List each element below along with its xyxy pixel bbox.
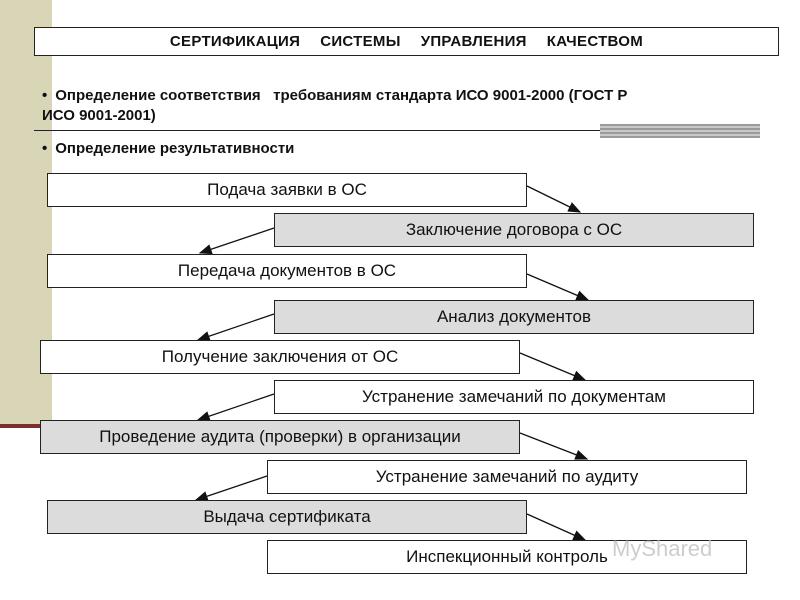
step-contract [274, 213, 754, 247]
arrow-7-8 [520, 433, 587, 459]
arrow-8-9 [196, 476, 267, 500]
step-label: Получение заключения от ОС [161, 347, 399, 366]
step-label: Выдача сертификата [203, 507, 371, 526]
bullet-dot-icon: • [42, 87, 48, 104]
bullet-text: Определение соответствия требованиям стандарта ИСО 9001-2000 (ГОСТ Р [55, 87, 628, 104]
arrow-2-3 [200, 228, 274, 253]
step-issue-certificate [47, 500, 527, 534]
step-label: Инспекционный контроль [406, 547, 608, 566]
title-word: УПРАВЛЕНИЯ [420, 33, 527, 50]
step-label: Проведение аудита (проверки) в организации [99, 427, 461, 446]
step-audit [40, 420, 520, 454]
arrow-6-7 [198, 394, 274, 420]
arrow-5-6 [520, 353, 585, 380]
step-submit-documents [47, 254, 527, 288]
bullet-text: Определение результативности [55, 140, 295, 157]
bullet-text-cont: ИСО 9001-2001) [42, 107, 156, 124]
step-label: Устранение замечаний по документам [362, 387, 666, 406]
step-receive-conclusion [40, 340, 520, 374]
step-submit-application [47, 173, 527, 207]
arrow-1-2 [527, 186, 580, 212]
arrow-3-4 [527, 274, 588, 300]
arrow-9-10 [527, 514, 585, 540]
arrow-4-5 [198, 314, 274, 340]
bullet-dot-icon: • [42, 140, 48, 157]
step-label: Передача документов в ОС [177, 261, 397, 280]
step-fix-audit-remarks [267, 460, 747, 494]
title-word: СЕРТИФИКАЦИЯ [169, 33, 301, 50]
step-label: Анализ документов [436, 307, 592, 326]
title-word: СИСТЕМЫ [320, 33, 401, 50]
step-fix-document-remarks [274, 380, 754, 414]
watermark-logo: MyShared [612, 536, 713, 561]
step-label: Подача заявки в ОС [207, 180, 367, 199]
step-document-analysis [274, 300, 754, 334]
step-label: Заключение договора с ОС [405, 220, 623, 239]
step-label: Устранение замечаний по аудиту [375, 467, 639, 486]
title-word: КАЧЕСТВОМ [546, 33, 644, 50]
